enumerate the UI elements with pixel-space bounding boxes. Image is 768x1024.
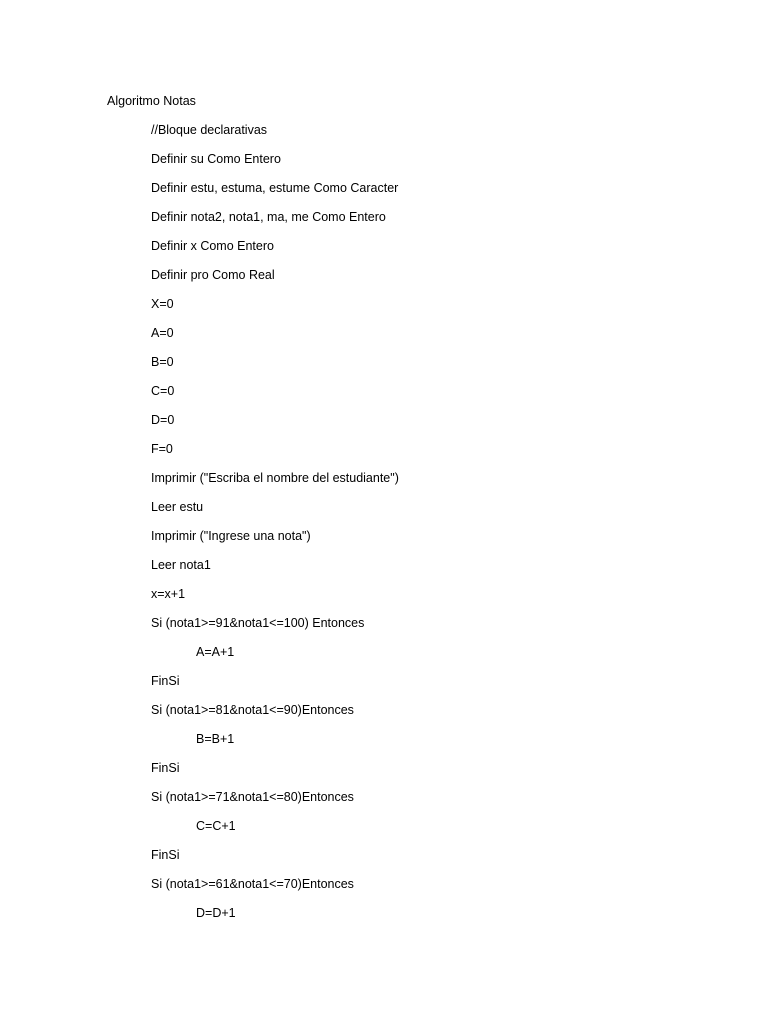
code-line: Leer estu [151,500,204,514]
code-line: B=B+1 [196,732,235,746]
code-line: A=0 [151,326,174,340]
code-line: FinSi [151,674,180,688]
code-line: Imprimir ("Escriba el nombre del estudiante") [151,471,399,485]
code-line: B=0 [151,355,174,369]
code-line: Si (nota1>=61&nota1<=70)Entonces [151,877,354,891]
code-line: x=x+1 [151,587,186,601]
code-line: A=A+1 [196,645,235,659]
code-line: FinSi [151,761,180,775]
code-line: Definir estu, estuma, estume Como Caracter [151,181,399,195]
code-line: C=0 [151,384,175,398]
document-title: Algoritmo Notas [107,94,196,108]
code-line: F=0 [151,442,173,456]
code-line: FinSi [151,848,180,862]
code-line: C=C+1 [196,819,236,833]
code-line: Definir nota2, nota1, ma, me Como Entero [151,210,386,224]
code-line: D=D+1 [196,906,236,920]
code-line: Definir pro Como Real [151,268,275,282]
code-line: Si (nota1>=91&nota1<=100) Entonces [151,616,365,630]
code-line: Definir su Como Entero [151,152,281,166]
pseudocode-body [0,92,768,933]
code-line: X=0 [151,297,174,311]
code-line: Si (nota1>=71&nota1<=80)Entonces [151,790,354,804]
code-line: Imprimir ("Ingrese una nota") [151,529,311,543]
code-line: Definir x Como Entero [151,239,274,253]
code-line: D=0 [151,413,175,427]
code-line: Leer nota1 [151,558,211,572]
code-line: Si (nota1>=81&nota1<=90)Entonces [151,703,354,717]
code-line: //Bloque declarativas [151,123,268,137]
